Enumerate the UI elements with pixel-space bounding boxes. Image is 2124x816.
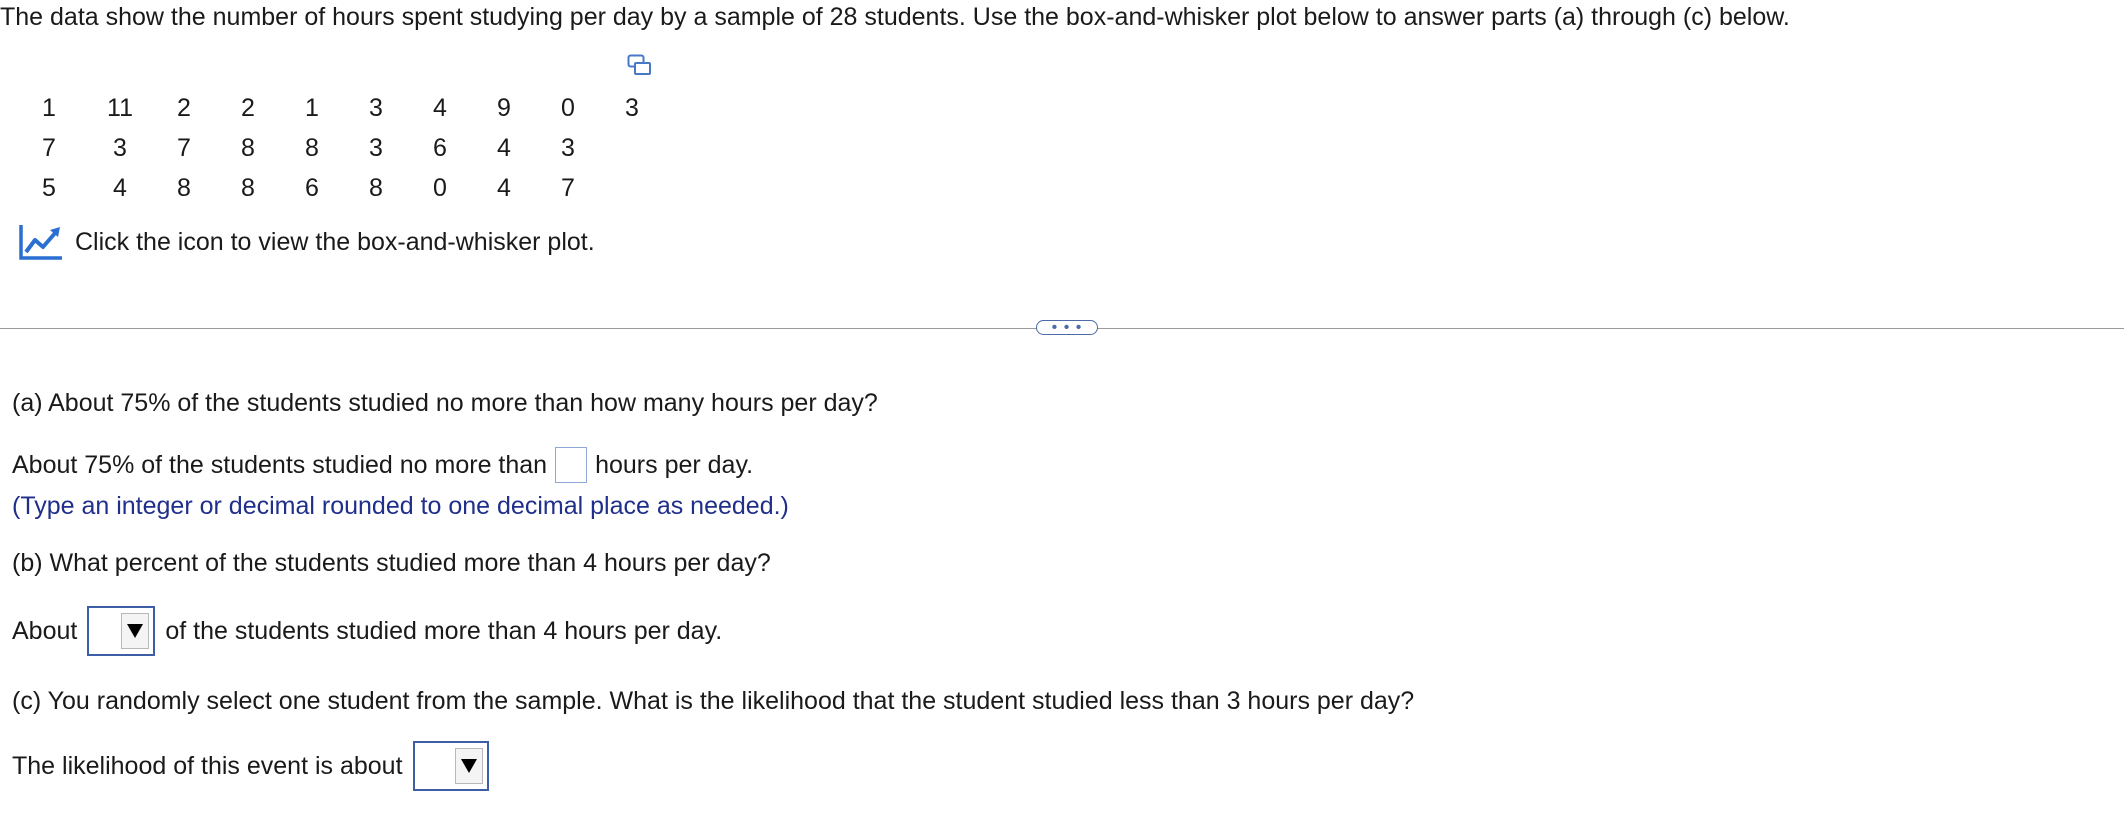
chart-icon[interactable] [18,223,63,261]
part-a-question: (a) About 75% of the students studied no more than how many hours per day? [12,389,878,417]
data-cell: 1 [305,93,319,122]
part-a-hint: (Type an integer or decimal rounded to one decimal place as needed.) [12,492,789,520]
data-cell: 7 [561,173,575,202]
data-cell: 4 [113,173,127,202]
data-cell: 3 [369,93,383,122]
intro-text: The data show the number of hours spent studying per day by a sample of 28 students. Use the box-and-whisker plot below to answer parts (a) through (c) below. [0,3,1790,31]
data-cell: 8 [241,173,255,202]
data-cell: 7 [177,133,191,162]
part-a-prefix: About 75% of the students studied no more than [12,450,548,479]
part-b-percent-dropdown[interactable] [87,606,155,656]
copy-data-icon[interactable] [627,54,653,76]
data-cell: 0 [561,93,575,122]
data-cell: 4 [497,173,511,202]
data-cell: 4 [433,93,447,122]
data-cell: 3 [625,93,639,122]
part-a-answer-row [12,447,753,483]
dropdown-arrow-icon [455,748,483,784]
view-plot-label[interactable]: Click the icon to view the box-and-whisker plot. [75,227,595,256]
data-row [28,128,664,168]
data-cell: 5 [42,173,56,202]
part-c-answer-row [12,741,499,791]
part-b-answer-row [12,606,722,656]
data-cell: 3 [369,133,383,162]
view-plot-link[interactable] [18,223,595,261]
data-cell: 3 [561,133,575,162]
part-b-suffix: of the students studied more than 4 hours per day. [165,616,723,645]
data-cell: 2 [241,93,255,122]
data-cell: 2 [177,93,191,122]
part-b-question: (b) What percent of the students studied more than 4 hours per day? [12,549,771,577]
data-cell: 9 [497,93,511,122]
part-c-prefix: The likelihood of this event is about [12,751,403,780]
data-cell: 8 [177,173,191,202]
dropdown-arrow-icon [121,613,149,649]
data-row [28,168,664,208]
expand-more-button[interactable]: • • • [1036,320,1098,335]
data-cell: 1 [42,93,56,122]
data-row [28,88,664,128]
data-cell: 11 [107,93,133,122]
part-b-prefix: About [12,616,78,645]
data-cell: 6 [305,173,319,202]
data-table [28,88,664,208]
data-cell: 8 [369,173,383,202]
data-cell: 4 [497,133,511,162]
data-cell: 0 [433,173,447,202]
data-cell: 6 [433,133,447,162]
part-c-question: (c) You randomly select one student from the sample. What is the likelihood that the student studied less than 3 hours per day? [12,687,1415,715]
part-a-answer-input[interactable] [555,447,587,483]
data-cell: 8 [305,133,319,162]
data-cell: 7 [42,133,56,162]
data-cell: 8 [241,133,255,162]
part-c-likelihood-dropdown[interactable] [413,741,489,791]
data-cell: 3 [113,133,127,162]
part-a-suffix: hours per day. [595,450,754,479]
